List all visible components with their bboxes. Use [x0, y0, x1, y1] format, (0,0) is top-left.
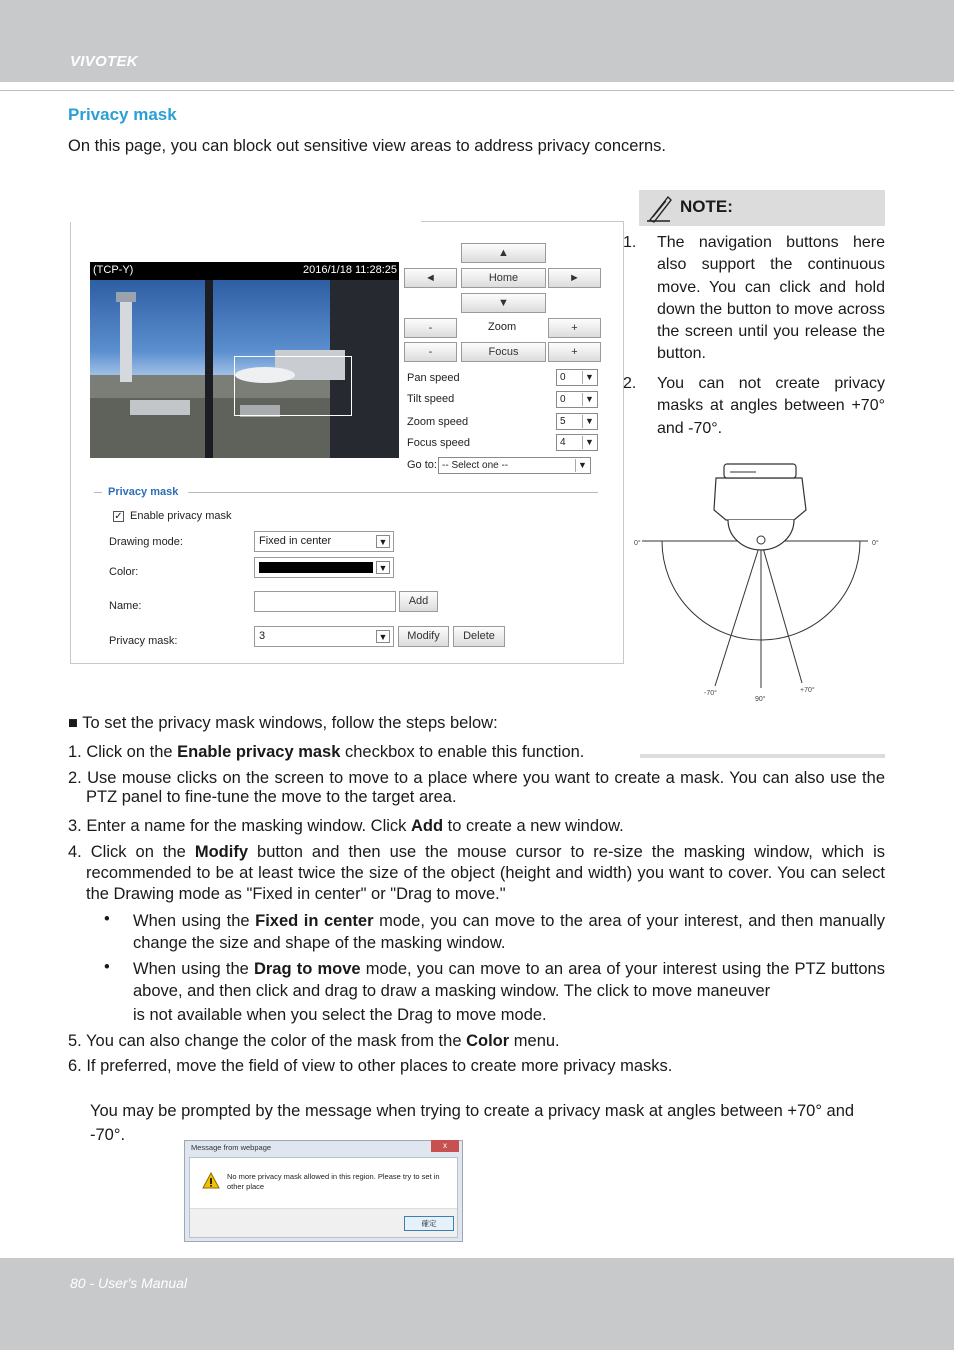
bullet-1	[133, 910, 885, 954]
bullet-2-b: Drag to move	[253, 960, 361, 978]
focus-speed-value: 4	[560, 437, 566, 448]
bullet-2	[133, 958, 885, 1002]
zoom-speed-label: Zoom speed	[407, 416, 469, 428]
step-4-b: Modify	[194, 843, 249, 861]
tilt-speed-label: Tilt speed	[407, 393, 455, 405]
section-intro: On this page, you can block out sensitive view areas to address privacy concerns.	[68, 137, 666, 155]
fieldset-rule	[188, 492, 598, 493]
step-5-b: Color	[466, 1032, 510, 1050]
privacy-mask-legend: Privacy mask	[108, 486, 179, 498]
bullet-1-mark: •	[104, 910, 110, 928]
privacy-mask-list-label: Privacy mask:	[109, 635, 178, 647]
drawing-mode-label: Drawing mode:	[109, 536, 183, 548]
chevron-down-icon: ▼	[582, 393, 596, 406]
angle-left-zero: 0°	[634, 540, 641, 547]
drawing-mode-select[interactable]	[254, 531, 394, 552]
video-title-bar	[90, 262, 399, 280]
dialog-close-button[interactable]: x	[431, 1140, 459, 1152]
goto-preset-select[interactable]	[438, 457, 591, 474]
step-3-c: to create a new window.	[443, 817, 624, 835]
bullet-2-c: mode, you can move to an area of your interest using the PTZ buttons above, and then click and drag to draw a masking window. The click to move maneuver	[133, 960, 885, 1000]
zoom-out-button[interactable]: -	[404, 318, 457, 338]
angle-minus-70: -70°	[704, 690, 717, 697]
note-bottom-rule	[640, 754, 885, 758]
color-label: Color:	[109, 566, 139, 578]
bullet-2-continued: is not available when you select the Drag to move mode.	[133, 1006, 547, 1024]
pan-speed-select[interactable]	[556, 369, 598, 386]
ptz-up-button[interactable]: ▲	[461, 243, 546, 263]
pan-speed-value: 0	[560, 372, 566, 383]
chevron-down-icon: ▼	[582, 436, 596, 449]
focus-button[interactable]: Focus	[461, 342, 546, 362]
camera-angle-diagram	[630, 458, 884, 708]
step-2: 2. Use mouse clicks on the screen to move to a place where you want to create a mask. You can also use the PTZ panel to fine-tune the move to the target area.	[68, 769, 885, 806]
dialog-title: Message from webpage	[191, 1143, 272, 1152]
step-3	[68, 817, 624, 836]
ptz-home-button[interactable]: Home	[461, 268, 546, 288]
note-title: NOTE:	[680, 197, 733, 216]
enable-privacy-mask-checkbox[interactable]: ✓	[114, 511, 123, 522]
add-button[interactable]: Add	[399, 591, 438, 612]
fieldset-rule	[94, 492, 102, 493]
page-footer-band	[0, 1258, 954, 1350]
pencil-icon	[646, 193, 672, 223]
name-label: Name:	[109, 600, 142, 612]
dialog-message: No more privacy mask allowed in this region. Please try to set in other place	[227, 1172, 440, 1191]
chevron-down-icon: ▼	[376, 561, 390, 574]
ptz-down-button[interactable]: ▼	[461, 293, 546, 313]
note-item-2	[623, 373, 885, 440]
frame-gap	[70, 220, 421, 222]
step-3-b: Add	[411, 817, 444, 835]
step-1-b: Enable privacy mask	[177, 743, 341, 761]
bullet-2-mark: •	[104, 958, 110, 976]
warning-icon	[202, 1172, 220, 1189]
privacy-mask-select[interactable]	[254, 626, 394, 647]
chevron-down-icon: ▼	[376, 630, 390, 643]
chevron-down-icon: ▼	[582, 371, 596, 384]
note-header	[639, 190, 885, 226]
dialog-ok-button[interactable]: 確定	[404, 1216, 454, 1231]
video-timestamp: 2016/1/18 11:28:25	[303, 264, 397, 276]
step-4-a: 4. Click on the	[68, 843, 195, 861]
tilt-speed-value: 0	[560, 394, 566, 405]
bullet-2-a: When using the	[133, 960, 254, 978]
focus-near-button[interactable]: -	[404, 342, 457, 362]
page-number: 80 - User's Manual	[70, 1275, 188, 1291]
chevron-down-icon: ▼	[575, 459, 589, 472]
zoom-label: Zoom	[488, 321, 517, 333]
angle-90: 90°	[755, 696, 766, 703]
chevron-down-icon: ▼	[582, 415, 596, 428]
step-5-c: menu.	[509, 1032, 560, 1050]
ptz-right-button[interactable]: ►	[548, 268, 601, 288]
goto-value: -- Select one --	[442, 460, 509, 471]
step-1	[68, 743, 584, 762]
focus-speed-label: Focus speed	[407, 437, 470, 449]
brand-logo-text: VIVOTEK	[70, 53, 138, 70]
focus-speed-select[interactable]	[556, 434, 598, 451]
camera-label: (TCP-Y)	[93, 264, 134, 276]
header-rule	[0, 90, 954, 91]
enable-privacy-mask-label: Enable privacy mask	[130, 510, 232, 522]
ptz-left-button[interactable]: ◄	[404, 268, 457, 288]
step-5	[68, 1032, 560, 1051]
note-item-2-number: 2.	[623, 375, 637, 392]
privacy-mask-selection-rect[interactable]	[234, 356, 352, 416]
step-4-c: button and then use the mouse cursor to re-size the masking window, which is recommended to be at least twice the size of the object (height and width) you want to cover. You can select the Drawing mode as "Fixed in center" or "Drag to move."	[86, 843, 885, 903]
bullet-1-a: When using the	[133, 912, 256, 930]
privacy-mask-value: 3	[259, 630, 266, 642]
step-1-a: 1. Click on the	[68, 743, 178, 761]
section-title: Privacy mask	[68, 105, 177, 124]
step-1-c: checkbox to enable this function.	[340, 743, 585, 761]
zoom-speed-value: 5	[560, 416, 566, 427]
prompt-text: You may be prompted by the message when trying to create a privacy mask at angles between +70° and -70°.	[90, 1102, 855, 1144]
angle-right-zero: 0°	[872, 540, 879, 547]
page-header-band	[0, 0, 954, 82]
pan-speed-label: Pan speed	[407, 372, 460, 384]
step-6: 6. If preferred, move the field of view to other places to create more privacy masks.	[68, 1057, 673, 1075]
step-3-a: 3. Enter a name for the masking window. Click	[68, 817, 411, 835]
zoom-in-button[interactable]: +	[548, 318, 601, 338]
steps-intro: ■ To set the privacy mask windows, follow the steps below:	[68, 714, 498, 732]
step-5-a: 5. You can also change the color of the mask from the	[68, 1032, 467, 1050]
focus-far-button[interactable]: +	[548, 342, 601, 362]
drawing-mode-value: Fixed in center	[259, 535, 332, 547]
note-item-1-number: 1.	[623, 234, 637, 251]
note-item-1	[623, 232, 885, 366]
delete-button[interactable]: Delete	[453, 626, 505, 647]
bullet-1-c: mode, you can move to the area of your interest, and then manually change the size and shape of the masking window.	[133, 912, 886, 952]
zoom-speed-select[interactable]	[556, 413, 598, 430]
modify-button[interactable]: Modify	[398, 626, 449, 647]
step-4	[68, 842, 885, 905]
tilt-speed-select[interactable]	[556, 391, 598, 408]
name-input[interactable]	[254, 591, 396, 612]
color-select[interactable]	[254, 557, 394, 578]
note-item-1-text: The navigation buttons here also support the continuous move. You can click and hold down the button to move across the screen until you release the button.	[657, 234, 885, 363]
goto-label: Go to:	[407, 459, 437, 471]
note-item-2-text: You can not create privacy masks at angles between +70° and -70°.	[657, 375, 885, 437]
angle-plus-70: +70°	[800, 687, 815, 694]
bullet-1-b: Fixed in center	[255, 912, 374, 930]
color-swatch	[259, 562, 373, 573]
chevron-down-icon: ▼	[376, 535, 390, 548]
